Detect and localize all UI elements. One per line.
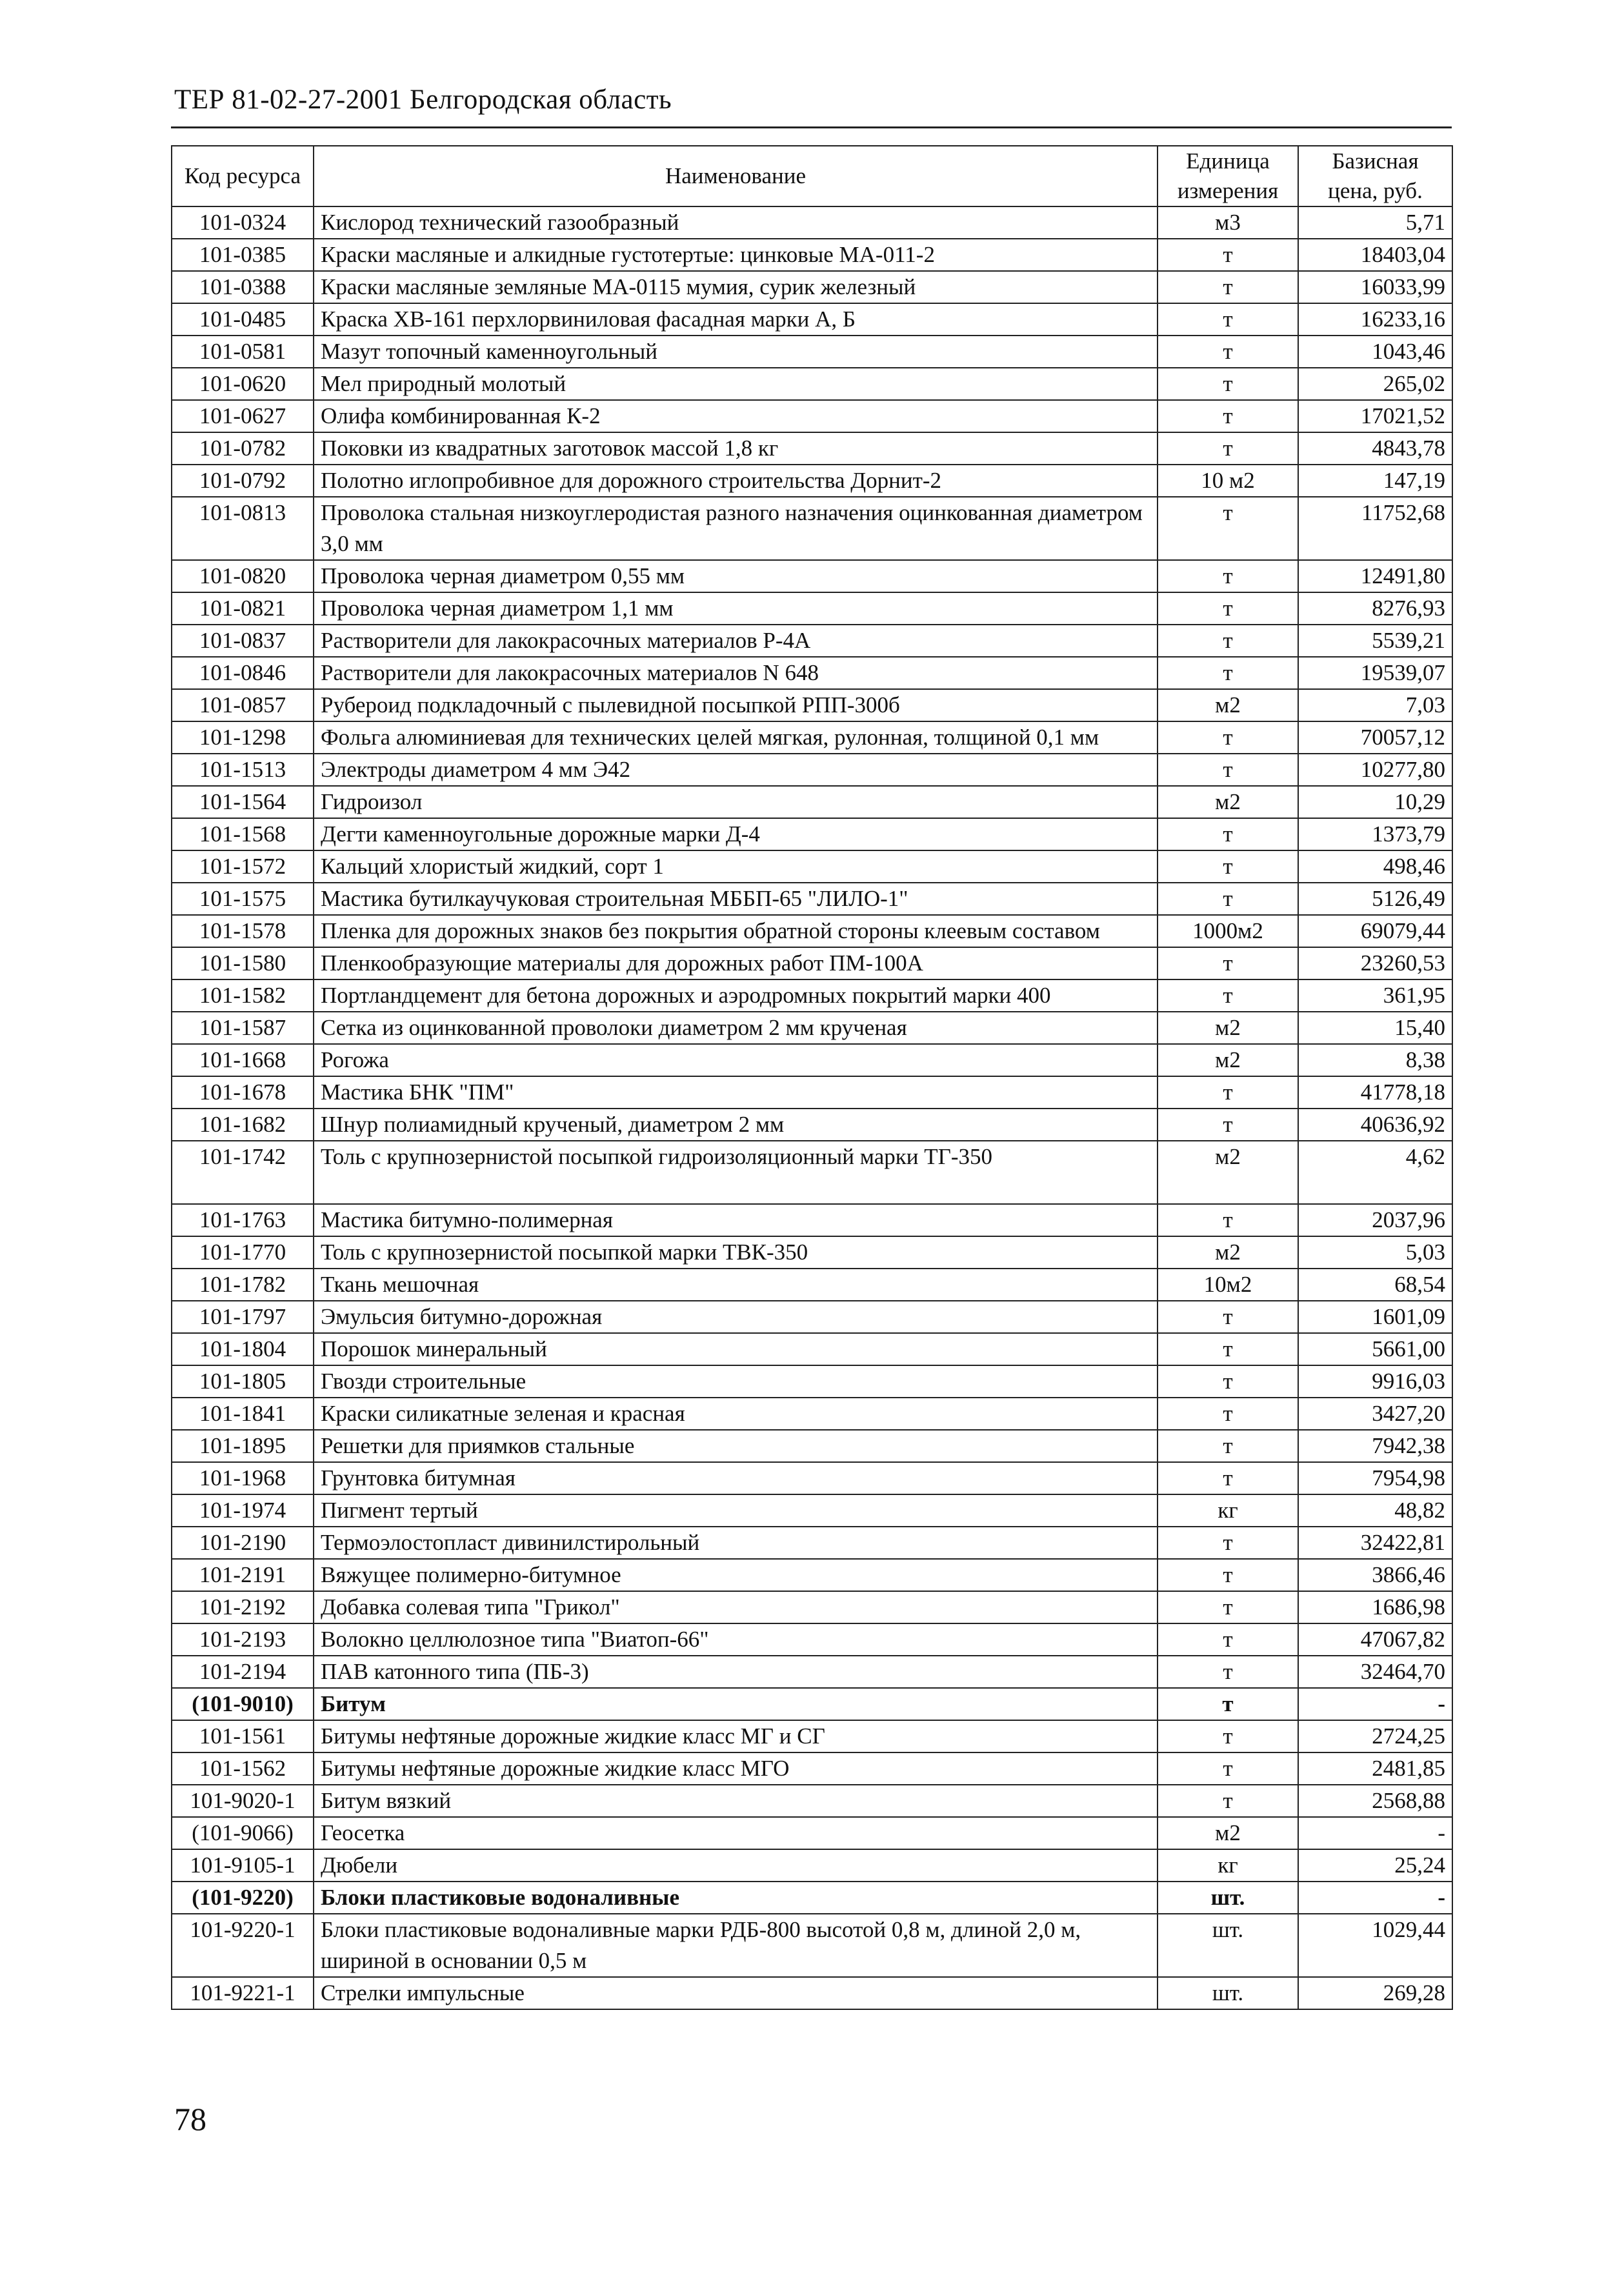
resource-code: 101-1575: [172, 883, 314, 915]
base-price: 11752,68: [1298, 497, 1452, 560]
resource-name: Мазут топочный каменноугольный: [314, 336, 1158, 368]
resource-code: 101-1841: [172, 1398, 314, 1430]
base-price: 48,82: [1298, 1494, 1452, 1527]
resource-code: 101-1298: [172, 721, 314, 754]
unit-of-measure: т: [1158, 1333, 1298, 1365]
resource-name: Решетки для приямков стальные: [314, 1430, 1158, 1462]
base-price: 498,46: [1298, 850, 1452, 883]
resource-name: Битум вязкий: [314, 1785, 1158, 1817]
resource-name: Добавка солевая типа "Грикол": [314, 1591, 1158, 1623]
base-price: 25,24: [1298, 1849, 1452, 1882]
resource-code: 101-1742: [172, 1141, 314, 1204]
resource-name: Пленкообразующие материалы для дорожных работ ПМ-100А: [314, 947, 1158, 979]
table-row: [172, 1849, 1452, 1882]
resource-code: 101-0627: [172, 400, 314, 432]
unit-of-measure: шт.: [1158, 1882, 1298, 1914]
unit-of-measure: т: [1158, 336, 1298, 368]
table-row: [172, 1076, 1452, 1109]
resource-name: Мел природный молотый: [314, 368, 1158, 400]
resource-code: 101-0485: [172, 303, 314, 336]
base-price: 16033,99: [1298, 271, 1452, 303]
unit-of-measure: т: [1158, 883, 1298, 915]
base-price: 5126,49: [1298, 883, 1452, 915]
base-price: 2724,25: [1298, 1720, 1452, 1752]
table-row: [172, 1623, 1452, 1656]
base-price: 40636,92: [1298, 1109, 1452, 1141]
resource-name: Растворители для лакокрасочных материалов N 648: [314, 657, 1158, 689]
resource-name: Порошок минеральный: [314, 1333, 1158, 1365]
resource-code: 101-1763: [172, 1204, 314, 1236]
base-price: 32464,70: [1298, 1656, 1452, 1688]
table-row: [172, 1559, 1452, 1591]
unit-of-measure: т: [1158, 1301, 1298, 1333]
resource-code: 101-1568: [172, 818, 314, 850]
resource-code: 101-1782: [172, 1269, 314, 1301]
resource-name: Мастика битумно-полимерная: [314, 1204, 1158, 1236]
base-price: 10,29: [1298, 786, 1452, 818]
resource-code: 101-1562: [172, 1752, 314, 1785]
unit-of-measure: т: [1158, 1752, 1298, 1785]
resource-code: 101-0846: [172, 657, 314, 689]
table-row: [172, 1914, 1452, 1977]
table-row: [172, 1141, 1452, 1204]
resource-name: Краски масляные земляные МА-0115 мумия, сурик железный: [314, 271, 1158, 303]
resource-code: 101-0581: [172, 336, 314, 368]
table-row: [172, 1752, 1452, 1785]
unit-of-measure: т: [1158, 497, 1298, 560]
table-row: [172, 883, 1452, 915]
table-row: [172, 497, 1452, 560]
unit-of-measure: т: [1158, 1527, 1298, 1559]
page-number: 78: [174, 2101, 206, 2137]
base-price: 1043,46: [1298, 336, 1452, 368]
table-header-row: [172, 146, 1452, 206]
resource-name: Портландцемент для бетона дорожных и аэродромных покрытий марки 400: [314, 979, 1158, 1012]
resource-name: Краска ХВ-161 перхлорвиниловая фасадная марки А, Б: [314, 303, 1158, 336]
resource-code: (101-9220): [172, 1882, 314, 1914]
unit-of-measure: т: [1158, 1398, 1298, 1430]
resource-code: 101-1682: [172, 1109, 314, 1141]
unit-of-measure: т: [1158, 560, 1298, 592]
unit-of-measure: т: [1158, 400, 1298, 432]
table-row: [172, 1785, 1452, 1817]
resource-name: Олифа комбинированная К-2: [314, 400, 1158, 432]
base-price: 147,19: [1298, 465, 1452, 497]
resource-name: Мастика БНК "ПМ": [314, 1076, 1158, 1109]
header-rule: [171, 126, 1452, 128]
unit-of-measure: т: [1158, 1462, 1298, 1494]
base-price: 265,02: [1298, 368, 1452, 400]
resource-code: 101-1770: [172, 1236, 314, 1269]
unit-of-measure: т: [1158, 1591, 1298, 1623]
resource-name: Битумы нефтяные дорожные жидкие класс МГО: [314, 1752, 1158, 1785]
unit-of-measure: т: [1158, 1430, 1298, 1462]
resource-code: 101-0620: [172, 368, 314, 400]
unit-of-measure: т: [1158, 271, 1298, 303]
resource-name: Блоки пластиковые водоналивные марки РДБ-800 высотой 0,8 м, длиной 2,0 м, шириной в основании 0,5 м: [314, 1914, 1158, 1977]
table-row: [172, 979, 1452, 1012]
base-price: 19539,07: [1298, 657, 1452, 689]
table-row: [172, 657, 1452, 689]
table-row: [172, 1012, 1452, 1044]
resource-code: 101-1513: [172, 754, 314, 786]
base-price: 3866,46: [1298, 1559, 1452, 1591]
resource-name: Дюбели: [314, 1849, 1158, 1882]
unit-of-measure: т: [1158, 1623, 1298, 1656]
table-row: [172, 818, 1452, 850]
resource-code: 101-1587: [172, 1012, 314, 1044]
resource-code: 101-2193: [172, 1623, 314, 1656]
base-price: -: [1298, 1688, 1452, 1720]
resource-name: Стрелки импульсные: [314, 1977, 1158, 2009]
base-price: 7942,38: [1298, 1430, 1452, 1462]
base-price: 5,03: [1298, 1236, 1452, 1269]
table-row: [172, 754, 1452, 786]
resource-name: Дегти каменноугольные дорожные марки Д-4: [314, 818, 1158, 850]
base-price: 16233,16: [1298, 303, 1452, 336]
resource-code: 101-1895: [172, 1430, 314, 1462]
resource-name: Эмульсия битумно-дорожная: [314, 1301, 1158, 1333]
unit-of-measure: т: [1158, 1204, 1298, 1236]
resource-price-table: [171, 145, 1453, 2010]
table-row: [172, 1398, 1452, 1430]
resource-name: Проволока черная диаметром 0,55 мм: [314, 560, 1158, 592]
unit-of-measure: т: [1158, 1365, 1298, 1398]
base-price: -: [1298, 1882, 1452, 1914]
base-price: 70057,12: [1298, 721, 1452, 754]
base-price: 1601,09: [1298, 1301, 1452, 1333]
table-row: [172, 271, 1452, 303]
unit-of-measure: м2: [1158, 1012, 1298, 1044]
base-price: 10277,80: [1298, 754, 1452, 786]
base-price: 8,38: [1298, 1044, 1452, 1076]
resource-code: 101-0821: [172, 592, 314, 625]
base-price: 2568,88: [1298, 1785, 1452, 1817]
base-price: 17021,52: [1298, 400, 1452, 432]
unit-of-measure: т: [1158, 1688, 1298, 1720]
resource-name: Растворители для лакокрасочных материалов Р-4А: [314, 625, 1158, 657]
resource-code: 101-1564: [172, 786, 314, 818]
base-price: 5539,21: [1298, 625, 1452, 657]
resource-name: Вяжущее полимерно-битумное: [314, 1559, 1158, 1591]
unit-of-measure: шт.: [1158, 1914, 1298, 1977]
resource-name: Рубероид подкладочный с пылевидной посыпкой РПП-300б: [314, 689, 1158, 721]
table-row: [172, 1720, 1452, 1752]
resource-code: 101-1561: [172, 1720, 314, 1752]
resource-name: Гидроизол: [314, 786, 1158, 818]
resource-name: Кальций хлористый жидкий, сорт 1: [314, 850, 1158, 883]
col-header-code: Код ресурса: [172, 146, 314, 206]
base-price: 8276,93: [1298, 592, 1452, 625]
unit-of-measure: т: [1158, 592, 1298, 625]
unit-of-measure: т: [1158, 850, 1298, 883]
table-row: [172, 336, 1452, 368]
unit-of-measure: т: [1158, 979, 1298, 1012]
resource-name: Битумы нефтяные дорожные жидкие класс МГ и СГ: [314, 1720, 1158, 1752]
table-row: [172, 206, 1452, 239]
resource-name: Рогожа: [314, 1044, 1158, 1076]
resource-name: Волокно целлюлозное типа "Виатоп-66": [314, 1623, 1158, 1656]
table-row: [172, 786, 1452, 818]
table-row: [172, 1591, 1452, 1623]
resource-name: Проволока стальная низкоуглеродистая разного назначения оцинкованная диаметром 3,0 мм: [314, 497, 1158, 560]
table-row: [172, 1882, 1452, 1914]
table-row: [172, 850, 1452, 883]
col-header-unit: Единица измерения: [1158, 146, 1298, 206]
resource-code: 101-1580: [172, 947, 314, 979]
unit-of-measure: шт.: [1158, 1977, 1298, 2009]
unit-of-measure: т: [1158, 657, 1298, 689]
table-row: [172, 1430, 1452, 1462]
table-row: [172, 432, 1452, 465]
table-row: [172, 368, 1452, 400]
table-row: [172, 1204, 1452, 1236]
resource-name: Проволока черная диаметром 1,1 мм: [314, 592, 1158, 625]
unit-of-measure: т: [1158, 1076, 1298, 1109]
unit-of-measure: т: [1158, 1720, 1298, 1752]
resource-name: Электроды диаметром 4 мм Э42: [314, 754, 1158, 786]
resource-code: 101-2190: [172, 1527, 314, 1559]
base-price: 69079,44: [1298, 915, 1452, 947]
resource-name: Краски масляные и алкидные густотертые: цинковые МА-011-2: [314, 239, 1158, 271]
resource-code: 101-0385: [172, 239, 314, 271]
table-row: [172, 1462, 1452, 1494]
base-price: 4843,78: [1298, 432, 1452, 465]
table-row: [172, 239, 1452, 271]
unit-of-measure: т: [1158, 721, 1298, 754]
unit-of-measure: 1000м2: [1158, 915, 1298, 947]
unit-of-measure: кг: [1158, 1494, 1298, 1527]
table-row: [172, 721, 1452, 754]
table-body: [172, 206, 1452, 2009]
resource-name: Пленка для дорожных знаков без покрытия обратной стороны клеевым составом: [314, 915, 1158, 947]
base-price: 2481,85: [1298, 1752, 1452, 1785]
unit-of-measure: т: [1158, 818, 1298, 850]
base-price: 269,28: [1298, 1977, 1452, 2009]
resource-code: 101-1582: [172, 979, 314, 1012]
resource-name: Толь с крупнозернистой посыпкой гидроизоляционный марки ТГ-350: [314, 1141, 1158, 1204]
unit-of-measure: кг: [1158, 1849, 1298, 1882]
resource-code: 101-1678: [172, 1076, 314, 1109]
table-row: [172, 400, 1452, 432]
table-row: [172, 1977, 1452, 2009]
base-price: 7954,98: [1298, 1462, 1452, 1494]
unit-of-measure: т: [1158, 1559, 1298, 1591]
resource-name: Термоэлостопласт дивинилстирольный: [314, 1527, 1158, 1559]
unit-of-measure: м2: [1158, 786, 1298, 818]
resource-name: Толь с крупнозернистой посыпкой марки ТВК-350: [314, 1236, 1158, 1269]
table-row: [172, 1817, 1452, 1849]
table-row: [172, 1269, 1452, 1301]
resource-name: Пигмент тертый: [314, 1494, 1158, 1527]
table-row: [172, 1494, 1452, 1527]
table-row: [172, 592, 1452, 625]
table-row: [172, 1044, 1452, 1076]
unit-of-measure: т: [1158, 239, 1298, 271]
base-price: -: [1298, 1817, 1452, 1849]
resource-code: 101-1668: [172, 1044, 314, 1076]
resource-name: Грунтовка битумная: [314, 1462, 1158, 1494]
resource-code: 101-1974: [172, 1494, 314, 1527]
table-row: [172, 1301, 1452, 1333]
unit-of-measure: т: [1158, 368, 1298, 400]
table-row: [172, 915, 1452, 947]
resource-name: Мастика бутилкаучуковая строительная МББП-65 "ЛИЛО-1": [314, 883, 1158, 915]
unit-of-measure: т: [1158, 754, 1298, 786]
resource-name: Шнур полиамидный крученый, диаметром 2 мм: [314, 1109, 1158, 1141]
resource-code: 101-1572: [172, 850, 314, 883]
table-row: [172, 1688, 1452, 1720]
resource-name: Блоки пластиковые водоналивные: [314, 1882, 1158, 1914]
resource-code: 101-0388: [172, 271, 314, 303]
base-price: 32422,81: [1298, 1527, 1452, 1559]
resource-code: 101-0782: [172, 432, 314, 465]
unit-of-measure: м2: [1158, 689, 1298, 721]
resource-code: 101-2194: [172, 1656, 314, 1688]
resource-code: 101-2192: [172, 1591, 314, 1623]
base-price: 18403,04: [1298, 239, 1452, 271]
base-price: 5661,00: [1298, 1333, 1452, 1365]
resource-name: Краски силикатные зеленая и красная: [314, 1398, 1158, 1430]
unit-of-measure: м3: [1158, 206, 1298, 239]
table-row: [172, 625, 1452, 657]
base-price: 12491,80: [1298, 560, 1452, 592]
unit-of-measure: 10 м2: [1158, 465, 1298, 497]
resource-name: Сетка из оцинкованной проволоки диаметром 2 мм крученая: [314, 1012, 1158, 1044]
resource-name: Битум: [314, 1688, 1158, 1720]
unit-of-measure: м2: [1158, 1236, 1298, 1269]
base-price: 41778,18: [1298, 1076, 1452, 1109]
resource-code: 101-1804: [172, 1333, 314, 1365]
resource-code: 101-1578: [172, 915, 314, 947]
resource-code: 101-9220-1: [172, 1914, 314, 1977]
base-price: 5,71: [1298, 206, 1452, 239]
unit-of-measure: т: [1158, 625, 1298, 657]
base-price: 15,40: [1298, 1012, 1452, 1044]
base-price: 23260,53: [1298, 947, 1452, 979]
unit-of-measure: м2: [1158, 1044, 1298, 1076]
table-row: [172, 689, 1452, 721]
unit-of-measure: м2: [1158, 1817, 1298, 1849]
table-row: [172, 303, 1452, 336]
unit-of-measure: т: [1158, 1109, 1298, 1141]
resource-code: 101-0792: [172, 465, 314, 497]
resource-code: 101-0813: [172, 497, 314, 560]
resource-name: Фольга алюминиевая для технических целей мягкая, рулонная, толщиной 0,1 мм: [314, 721, 1158, 754]
resource-code: 101-1968: [172, 1462, 314, 1494]
table-row: [172, 560, 1452, 592]
table-row: [172, 1656, 1452, 1688]
base-price: 2037,96: [1298, 1204, 1452, 1236]
resource-name: Поковки из квадратных заготовок массой 1,8 кг: [314, 432, 1158, 465]
base-price: 7,03: [1298, 689, 1452, 721]
resource-code: 101-0837: [172, 625, 314, 657]
col-header-name: Наименование: [314, 146, 1158, 206]
base-price: 1029,44: [1298, 1914, 1452, 1977]
resource-name: Геосетка: [314, 1817, 1158, 1849]
col-header-price: Базисная цена, руб.: [1298, 146, 1452, 206]
base-price: 9916,03: [1298, 1365, 1452, 1398]
resource-name: Гвозди строительные: [314, 1365, 1158, 1398]
resource-code: 101-9020-1: [172, 1785, 314, 1817]
table-row: [172, 465, 1452, 497]
resource-code: 101-0857: [172, 689, 314, 721]
page-header: ТЕР 81-02-27-2001 Белгородская область: [174, 85, 672, 115]
base-price: 47067,82: [1298, 1623, 1452, 1656]
table-row: [172, 1333, 1452, 1365]
base-price: 4,62: [1298, 1141, 1452, 1204]
resource-name: Полотно иглопробивное для дорожного строительства Дорнит-2: [314, 465, 1158, 497]
base-price: 1373,79: [1298, 818, 1452, 850]
table-row: [172, 1527, 1452, 1559]
table-row: [172, 1109, 1452, 1141]
base-price: 3427,20: [1298, 1398, 1452, 1430]
unit-of-measure: т: [1158, 1656, 1298, 1688]
resource-code: 101-2191: [172, 1559, 314, 1591]
base-price: 1686,98: [1298, 1591, 1452, 1623]
unit-of-measure: м2: [1158, 1141, 1298, 1204]
resource-code: (101-9010): [172, 1688, 314, 1720]
base-price: 68,54: [1298, 1269, 1452, 1301]
resource-name: ПАВ катонного типа (ПБ-3): [314, 1656, 1158, 1688]
resource-code: 101-9105-1: [172, 1849, 314, 1882]
table-row: [172, 947, 1452, 979]
resource-code: (101-9066): [172, 1817, 314, 1849]
unit-of-measure: т: [1158, 947, 1298, 979]
resource-code: 101-1805: [172, 1365, 314, 1398]
resource-code: 101-0820: [172, 560, 314, 592]
resource-name: Кислород технический газообразный: [314, 206, 1158, 239]
unit-of-measure: т: [1158, 303, 1298, 336]
table-row: [172, 1365, 1452, 1398]
resource-code: 101-0324: [172, 206, 314, 239]
resource-code: 101-1797: [172, 1301, 314, 1333]
unit-of-measure: т: [1158, 432, 1298, 465]
resource-name: Ткань мешочная: [314, 1269, 1158, 1301]
table-row: [172, 1236, 1452, 1269]
unit-of-measure: т: [1158, 1785, 1298, 1817]
unit-of-measure: 10м2: [1158, 1269, 1298, 1301]
base-price: 361,95: [1298, 979, 1452, 1012]
resource-code: 101-9221-1: [172, 1977, 314, 2009]
